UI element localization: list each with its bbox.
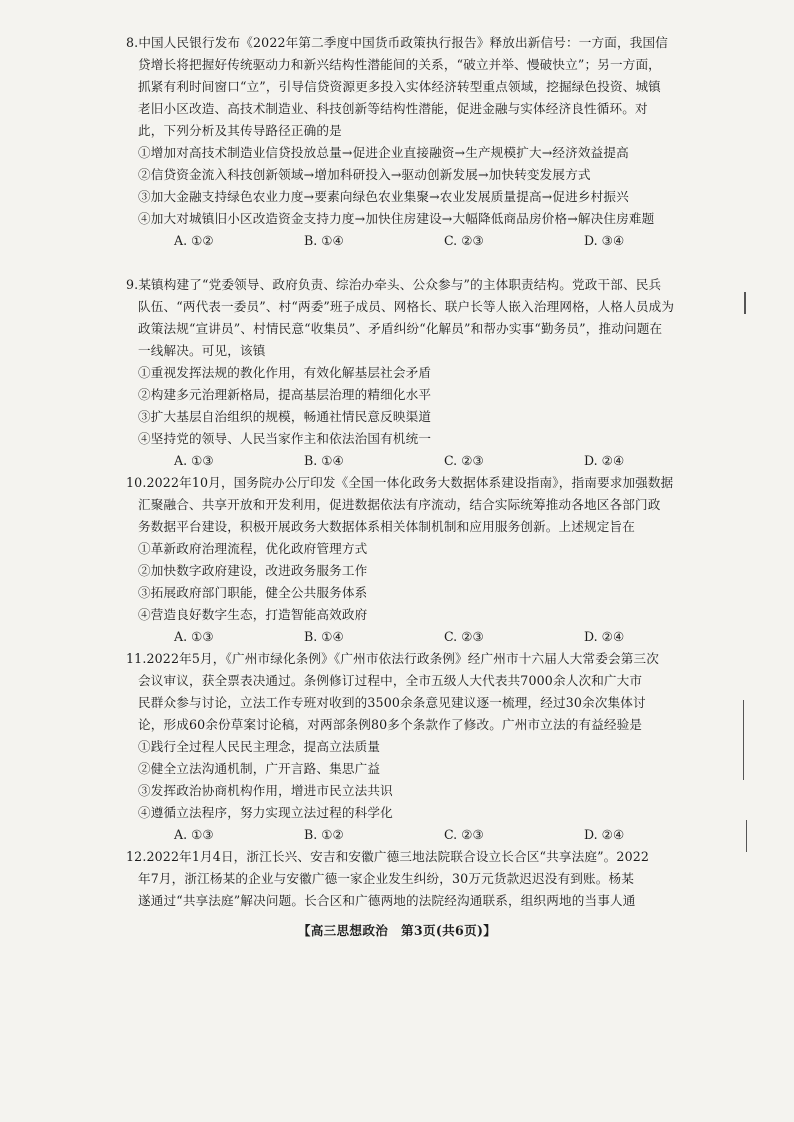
question-11-stem-line: 11.2022年5月，《广州市绿化条例》《广州市依法行政条例》经广州市十六届人大常委会第三次 (126, 651, 659, 666)
scan-margin-mark (746, 820, 747, 852)
question-9 (126, 274, 718, 472)
option-d: D. ②④ (584, 827, 625, 842)
option-b: B. ①④ (304, 629, 344, 644)
question-8-stem-line: 8.中国人民银行发布《2022年第二季度中国货币政策执行报告》释放出新信号：一方面，我国信 (126, 35, 668, 50)
question-9-options (138, 450, 718, 472)
question-10-item: ①革新政府治理流程，优化政府管理方式 (138, 541, 368, 556)
scan-margin-mark (744, 292, 746, 314)
option-c: C. ②③ (444, 827, 484, 842)
question-9-stem-line: 9.某镇构建了“党委领导、政府负责、综治办牵头、公众参与”的主体职责结构。党政干部、民兵 (126, 277, 662, 292)
question-11-options (138, 824, 718, 846)
question-12-stem-line: 年7月，浙江杨某的企业与安徽广德一家企业发生纠纷，30万元货款迟迟没有到账。杨某 (138, 871, 635, 886)
question-10-stem-line: 10.2022年10月，国务院办公厅印发《全国一体化政务大数据体系建设指南》，指南要求加强数据 (126, 475, 674, 490)
question-10-item: ③拓展政府部门职能，健全公共服务体系 (138, 585, 368, 600)
option-a: A. ①② (174, 233, 214, 248)
option-c: C. ②③ (444, 233, 484, 248)
question-11-item: ①践行全过程人民民主理念，提高立法质量 (138, 739, 381, 754)
question-9-item: ②构建多元治理新格局，提高基层治理的精细化水平 (138, 387, 432, 402)
question-8-stem-line: 老旧小区改造、高技术制造业、科技创新等结构性潜能，促进金融与实体经济良性循环。对 (138, 101, 648, 116)
question-11-item: ④遵循立法程序，努力实现立法过程的科学化 (138, 805, 393, 820)
option-d: D. ③④ (584, 233, 625, 248)
question-9-stem-line: 队伍、“两代表一委员”、村“两委”班子成员、网格长、联户长等人嵌入治理网格，人格人员成为 (138, 299, 675, 314)
question-11-stem-line: 会议审议，获全票表决通过。条例修订过程中，全市五级人大代表共7000余人次和广大市 (138, 673, 643, 688)
option-b: B. ①② (304, 827, 344, 842)
question-12-stem-line: 12.2022年1月4日，浙江长兴、安吉和安徽广德三地法院联合设立长合区“共享法庭”。2022 (126, 849, 650, 864)
question-8-item: ②信贷资金流入科技创新领域→增加科研投入→驱动创新发展→加快转变发展方式 (138, 167, 591, 182)
question-10-stem-line: 务数据平台建设，积极开展政务大数据体系相关体制机制和应用服务创新。上述规定旨在 (138, 519, 636, 534)
question-8-options (138, 230, 718, 252)
question-11-item: ②健全立法沟通机制，广开言路、集思广益 (138, 761, 381, 776)
option-d: D. ②④ (584, 629, 625, 644)
question-10-item: ④营造良好数字生态，打造智能高效政府 (138, 607, 368, 622)
question-8-item: ①增加对高技术制造业信贷投放总量→促进企业直接融资→生产规模扩大→经济效益提高 (138, 145, 629, 160)
option-c: C. ②③ (444, 629, 484, 644)
question-9-item: ④坚持党的领导、人民当家作主和依法治国有机统一 (138, 431, 432, 446)
option-b: B. ①④ (304, 233, 344, 248)
question-8-stem-line: 此，下列分析及其传导路径正确的是 (138, 123, 342, 138)
question-11-stem-line: 民群众参与讨论，立法工作专班对收到的3500余条意见建议逐一梳理，经过30余次集体讨 (138, 695, 646, 710)
question-10-options (138, 626, 718, 648)
question-8 (126, 32, 718, 252)
option-a: A. ①③ (174, 827, 214, 842)
option-a: A. ①③ (174, 629, 214, 644)
question-10-item: ②加快数字政府建设，改进政务服务工作 (138, 563, 368, 578)
question-8-stem-line: 抓紧有利时间窗口“立”，引导信贷资源更多投入实体经济转型重点领域，挖掘绿色投资、城镇 (138, 79, 661, 94)
question-11-item: ③发挥政治协商机构作用，增进市民立法共识 (138, 783, 393, 798)
question-9-stem-line: 政策法规“宣讲员”、村情民意“收集员”、矛盾纠纷“化解员”和帮办实事“勤务员”，推动问题在 (138, 321, 663, 336)
question-8-stem-line: 贷增长将把握好传统驱动力和新兴结构性潜能间的关系，“破立并举、慢破快立”；另一方面， (138, 57, 661, 72)
page-footer: 【高三思想政治 第3页(共6页)】 (297, 923, 497, 938)
question-8-item: ③加大金融支持绿色农业力度→要素向绿色农业集聚→农业发展质量提高→促进乡村振兴 (138, 189, 629, 204)
scan-margin-mark (743, 700, 744, 780)
option-d: D. ②④ (584, 453, 625, 468)
question-9-stem-line: 一线解决。可见，该镇 (138, 343, 266, 358)
option-c: C. ②③ (444, 453, 484, 468)
question-11 (126, 648, 718, 846)
question-12 (126, 846, 718, 912)
question-8-item: ④加大对城镇旧小区改造资金支持力度→加快住房建设→大幅降低商品房价格→解决住房难题 (138, 211, 655, 226)
question-9-item: ①重视发挥法规的教化作用，有效化解基层社会矛盾 (138, 365, 432, 380)
question-10-stem-line: 汇聚融合、共享开放和开发利用，促进数据依法有序流动，结合实际统筹推动各地区各部门政 (138, 497, 661, 512)
question-11-stem-line: 论，形成60余份草案讨论稿，对两部条例80多个条款作了修改。广州市立法的有益经验是 (138, 717, 643, 732)
option-b: B. ①④ (304, 453, 344, 468)
question-12-stem-line: 遂通过“共享法庭”解决问题。长合区和广德两地的法院经沟通联系，组织两地的当事人通 (138, 893, 636, 908)
question-9-item: ③扩大基层自治组织的规模，畅通社情民意反映渠道 (138, 409, 432, 424)
question-10 (126, 472, 718, 648)
option-a: A. ①③ (174, 453, 214, 468)
